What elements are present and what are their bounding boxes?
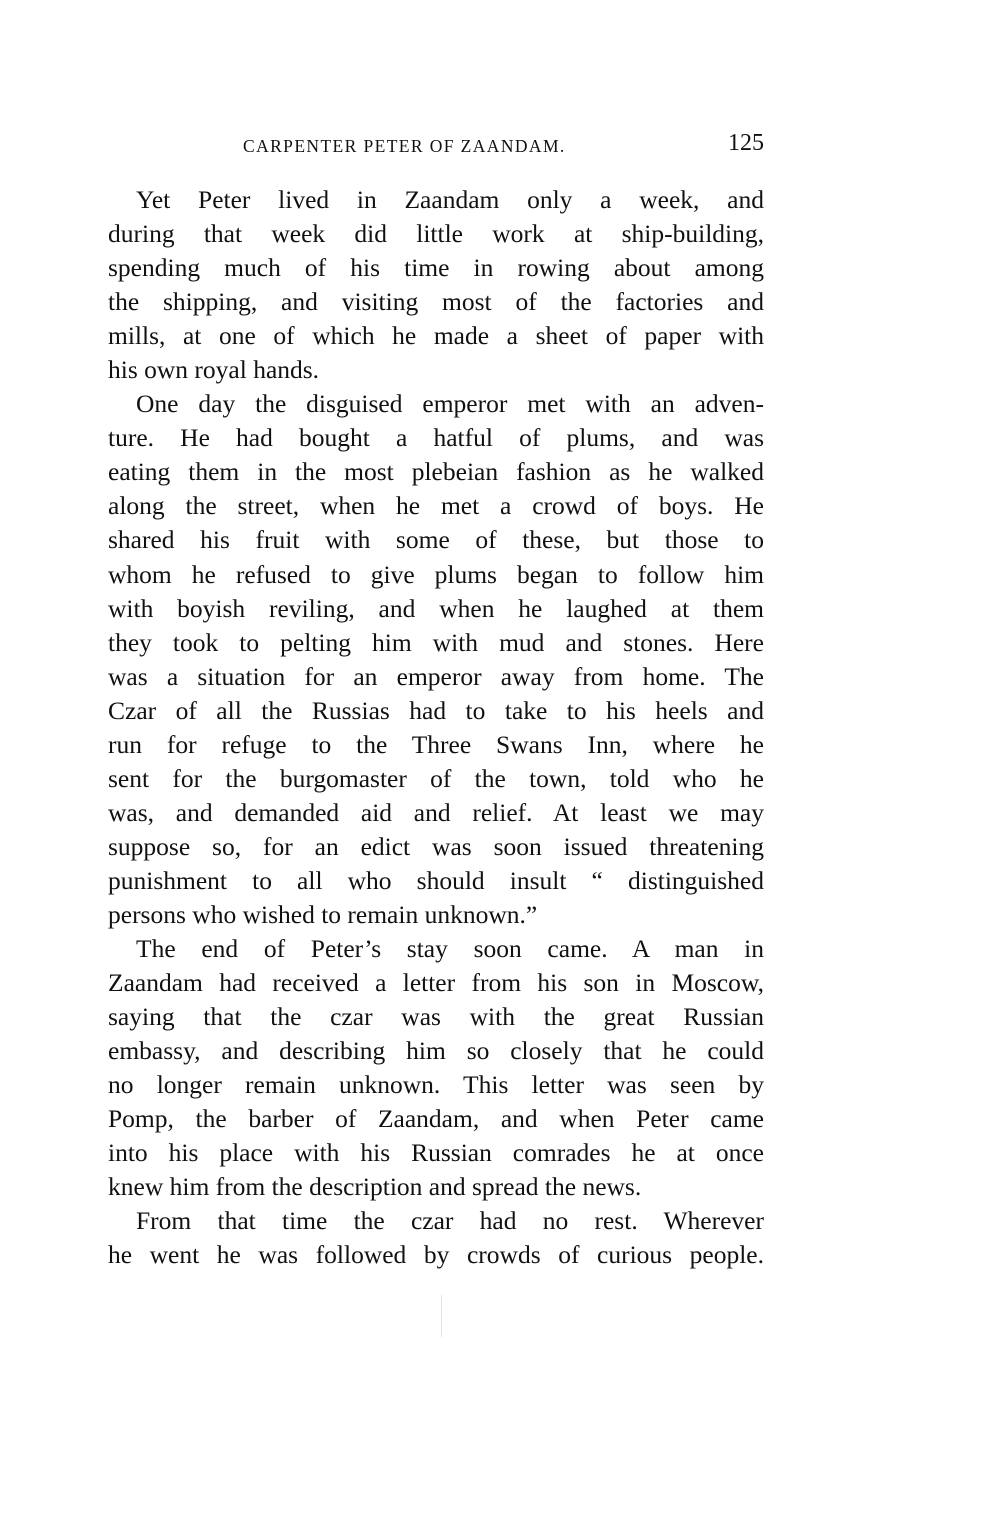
text-line: ture. He had bought a hatful of plums, and was [108, 423, 764, 453]
text-line: Czar of all the Russias had to take to his heels and [108, 695, 764, 725]
running-title: CARPENTER PETER OF ZAANDAM. [243, 136, 566, 156]
text-line: mills, at one of which he made a sheet of paper with [108, 321, 764, 351]
text-line: From that time the czar had no rest. Wherever [136, 1206, 764, 1236]
text-line: embassy, and describing him so closely that he could [108, 1036, 764, 1066]
text-line: run for refuge to the Three Swans Inn, where he [108, 729, 764, 759]
text-line: whom he refused to give plums began to follow him [108, 559, 764, 589]
text-line: Pomp, the barber of Zaandam, and when Peter came [108, 1104, 764, 1134]
body-text [108, 183, 764, 1273]
text-line: shared his fruit with some of these, but those to [108, 525, 764, 555]
text-line: was a situation for an emperor away from home. The [108, 661, 764, 691]
text-line: saying that the czar was with the great Russian [108, 1002, 764, 1032]
text-line: was, and demanded aid and relief. At least we may [108, 797, 764, 827]
text-line: he went he was followed by crowds of curious people. [108, 1240, 764, 1270]
text-line: The end of Peter’s stay soon came. A man in [136, 934, 764, 964]
text-line: spending much of his time in rowing about among [108, 253, 764, 283]
text-line: punishment to all who should insult “ distinguished [108, 865, 764, 895]
text-line: Yet Peter lived in Zaandam only a week, and [136, 185, 764, 214]
running-head [108, 130, 764, 162]
text-line: knew him from the description and spread the news. [108, 1172, 642, 1202]
scan-mark [441, 1295, 442, 1337]
page-number: 125 [728, 130, 764, 156]
text-line: they took to pelting him with mud and stones. Here [108, 627, 764, 657]
text-line: Zaandam had received a letter from his son in Moscow, [108, 968, 764, 998]
text-line: during that week did little work at ship-building, [108, 219, 764, 249]
text-line: persons who wished to remain unknown.” [108, 899, 538, 929]
text-line: into his place with his Russian comrades he at once [108, 1138, 764, 1168]
text-line: along the street, when he met a crowd of boys. He [108, 491, 764, 521]
text-line: the shipping, and visiting most of the factories and [108, 287, 764, 317]
text-line: sent for the burgomaster of the town, told who he [108, 763, 764, 793]
text-line: with boyish reviling, and when he laughed at them [108, 593, 764, 623]
text-line: his own royal hands. [108, 355, 320, 385]
text-line: One day the disguised emperor met with an adven- [136, 389, 764, 419]
text-line: no longer remain unknown. This letter was seen by [108, 1070, 764, 1100]
text-line: eating them in the most plebeian fashion as he walked [108, 457, 764, 487]
text-line: suppose so, for an edict was soon issued threatening [108, 831, 764, 861]
